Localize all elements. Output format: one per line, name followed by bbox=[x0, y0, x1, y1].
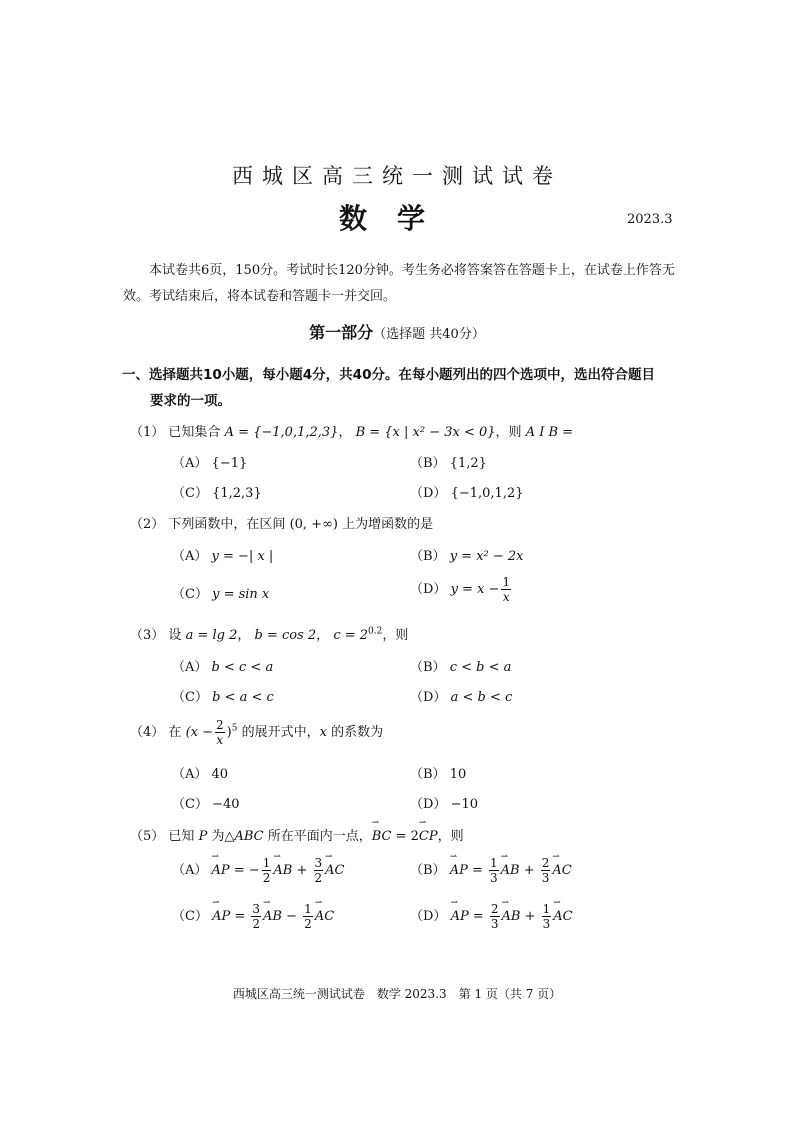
option-a[interactable] bbox=[172, 545, 273, 564]
option-label: （B） bbox=[410, 549, 446, 564]
vector-ab: ⇀ AB bbox=[273, 863, 292, 878]
expr-b: b = cos 2 bbox=[254, 628, 317, 643]
fraction bbox=[314, 856, 324, 885]
numerator: 1 bbox=[502, 575, 511, 589]
option-text: b < c < a bbox=[211, 660, 274, 675]
operator: − bbox=[282, 909, 302, 924]
option-a[interactable] bbox=[172, 763, 228, 782]
vector-ac: ⇀ AC bbox=[325, 863, 344, 878]
option-label: （B） bbox=[410, 767, 446, 782]
part-title: 第一部分 bbox=[309, 323, 374, 342]
equals: = − bbox=[229, 863, 260, 878]
denominator: 2 bbox=[262, 871, 271, 885]
part-note: （选择题 共40分） bbox=[373, 327, 485, 342]
stem-eq: = 2 bbox=[391, 829, 419, 844]
fraction bbox=[489, 856, 499, 885]
operator: + bbox=[519, 863, 539, 878]
option-text: {1,2,3} bbox=[212, 486, 262, 501]
option-text: y = −| x | bbox=[211, 549, 274, 564]
option-text: a < b < c bbox=[450, 690, 513, 705]
option-label: （D） bbox=[410, 690, 447, 705]
denominator: x bbox=[502, 590, 510, 604]
option-c[interactable] bbox=[172, 686, 274, 705]
stem-text: 设 bbox=[168, 628, 186, 643]
denominator: 3 bbox=[542, 917, 551, 931]
exam-title: 西城区高三统一测试试卷 bbox=[232, 164, 562, 188]
option-b[interactable] bbox=[410, 545, 524, 564]
option-text: y = sin x bbox=[212, 587, 270, 602]
stem-text: 上为增函数的是 bbox=[337, 517, 434, 532]
vector-ap: ⇀ AP bbox=[212, 863, 230, 878]
question-5-stem bbox=[130, 825, 464, 844]
vector-bc: ⇀ BC bbox=[372, 829, 392, 844]
equals: = bbox=[230, 909, 250, 924]
point-p: P bbox=[198, 829, 208, 844]
denominator: 2 bbox=[314, 871, 323, 885]
binomial-close: ) bbox=[226, 725, 232, 740]
numerator: 1 bbox=[262, 856, 271, 870]
option-label: （D） bbox=[410, 582, 447, 597]
vector-cp: ⇀ CP bbox=[419, 829, 438, 844]
option-label: （C） bbox=[172, 797, 208, 812]
numerator: 3 bbox=[314, 856, 323, 870]
vector-ap: ⇀ AP bbox=[451, 909, 469, 924]
option-d[interactable] bbox=[410, 902, 573, 931]
fraction bbox=[541, 856, 551, 885]
option-text: {−1,0,1,2} bbox=[450, 486, 524, 501]
numerator: 3 bbox=[252, 902, 261, 916]
exam-date: 2023.3 bbox=[627, 212, 673, 227]
option-a[interactable] bbox=[172, 656, 273, 675]
numerator: 2 bbox=[490, 902, 499, 916]
option-text: 10 bbox=[449, 767, 467, 782]
instructions: 本试卷共6页，150分。考试时长120分钟。考生务必将答案答在答题卡上，在试卷上作答无效。考试结束后，将本试卷和答题卡一并交回。 bbox=[123, 263, 675, 304]
denominator: 3 bbox=[490, 917, 499, 931]
stem-text: 在 bbox=[168, 725, 186, 740]
equals: = bbox=[467, 863, 488, 878]
question-number: （3） bbox=[130, 628, 165, 643]
question-number: （5） bbox=[130, 829, 165, 844]
option-d[interactable] bbox=[410, 482, 524, 501]
numerator: 1 bbox=[490, 856, 498, 870]
fraction bbox=[262, 856, 272, 885]
question-3-stem bbox=[130, 624, 408, 643]
question-1-stem bbox=[130, 421, 573, 440]
fraction bbox=[490, 902, 500, 931]
set-b: B = {x | x² − 3x < 0} bbox=[355, 425, 496, 440]
denominator: x bbox=[216, 733, 224, 747]
stem-text: 的系数为 bbox=[326, 725, 384, 740]
option-label: （D） bbox=[410, 797, 447, 812]
fraction bbox=[251, 902, 261, 931]
option-text: {−1} bbox=[211, 456, 248, 471]
option-d[interactable] bbox=[410, 793, 478, 812]
option-a[interactable] bbox=[172, 856, 344, 885]
fraction bbox=[501, 575, 511, 604]
option-label: （A） bbox=[172, 456, 208, 471]
option-label: （B） bbox=[410, 456, 446, 471]
option-c[interactable] bbox=[172, 902, 334, 931]
operator: + bbox=[292, 863, 312, 878]
option-c[interactable] bbox=[172, 793, 240, 812]
section-instructions-line1: 一、选择题共10小题，每小题4分，共40分。在每小题列出的四个选项中，选出符合题目 bbox=[122, 367, 655, 383]
exponent: 0.2 bbox=[368, 626, 383, 637]
stem-text: 下列函数中，在区间 bbox=[168, 517, 290, 532]
page-footer: 西城区高三统一测试试卷 数学 2023.3 第 1 页（共 7 页） bbox=[232, 987, 562, 1001]
question-number: （2） bbox=[130, 517, 165, 532]
option-text: b < a < c bbox=[212, 690, 274, 705]
option-d[interactable] bbox=[410, 575, 513, 604]
option-d[interactable] bbox=[410, 686, 512, 705]
option-label: （D） bbox=[410, 486, 447, 501]
stem-text: ，则 bbox=[437, 829, 464, 844]
denominator: 2 bbox=[252, 917, 261, 931]
vector-ab: ⇀ AB bbox=[263, 909, 282, 924]
exponent: 5 bbox=[231, 723, 238, 734]
vector-ap: ⇀ AP bbox=[450, 863, 468, 878]
numerator: 1 bbox=[304, 902, 312, 916]
expr-a: a = lg 2 bbox=[185, 628, 238, 643]
stem-sep: ， bbox=[237, 628, 255, 643]
numerator: 1 bbox=[542, 902, 551, 916]
expr-c: c = 2 bbox=[333, 628, 369, 643]
vector-ac: ⇀ AC bbox=[552, 863, 571, 878]
fraction bbox=[542, 902, 552, 931]
stem-sep: ， bbox=[316, 628, 334, 643]
option-text: −40 bbox=[212, 797, 240, 812]
section-instructions-line2: 要求的一项。 bbox=[150, 393, 231, 409]
stem-text: 为△ bbox=[207, 829, 235, 844]
fraction bbox=[215, 718, 225, 747]
fraction bbox=[303, 902, 313, 931]
option-text: 40 bbox=[211, 767, 229, 782]
option-label: （B） bbox=[410, 863, 446, 878]
vector-ac: ⇀ AC bbox=[553, 909, 572, 924]
equals: = bbox=[468, 909, 488, 924]
option-a[interactable] bbox=[172, 452, 247, 471]
stem-text: 已知集合 bbox=[168, 425, 225, 440]
option-b[interactable] bbox=[410, 856, 572, 885]
stem-expression: A I B = bbox=[525, 425, 574, 440]
variable: x bbox=[319, 725, 327, 740]
option-label: （B） bbox=[410, 660, 446, 675]
stem-text: ，则 bbox=[495, 425, 526, 440]
denominator: 3 bbox=[490, 871, 498, 885]
question-4-stem bbox=[130, 718, 383, 747]
option-c[interactable] bbox=[172, 583, 269, 602]
part-heading bbox=[0, 320, 794, 343]
option-label: （C） bbox=[172, 690, 208, 705]
vector-ap: ⇀ AP bbox=[212, 909, 230, 924]
option-text: −10 bbox=[450, 797, 479, 812]
stem-sep: ， bbox=[338, 425, 356, 440]
option-text: c < b < a bbox=[449, 660, 512, 675]
numerator: 2 bbox=[216, 718, 224, 732]
triangle-abc: ABC bbox=[234, 829, 264, 844]
option-label: （C） bbox=[172, 486, 208, 501]
subject-title: 数学 bbox=[338, 202, 455, 235]
option-label: （A） bbox=[172, 863, 208, 878]
stem-text: 已知 bbox=[168, 829, 199, 844]
option-b[interactable] bbox=[410, 656, 511, 675]
option-label: （A） bbox=[172, 660, 208, 675]
option-label: （D） bbox=[410, 909, 447, 924]
question-number: （4） bbox=[130, 725, 165, 740]
option-b[interactable] bbox=[410, 452, 487, 471]
question-number: （1） bbox=[130, 425, 165, 440]
question-2-stem bbox=[130, 513, 433, 532]
option-label: （C） bbox=[172, 587, 208, 602]
vector-ac: ⇀ AC bbox=[315, 909, 334, 924]
option-b[interactable] bbox=[410, 763, 466, 782]
vector-ab: ⇀ AB bbox=[501, 863, 520, 878]
operator: + bbox=[520, 909, 540, 924]
set-a: A = {−1,0,1,2,3} bbox=[224, 425, 339, 440]
option-text: y = x² − 2x bbox=[449, 549, 524, 564]
stem-text: 的展开式中， bbox=[237, 725, 320, 740]
denominator: 3 bbox=[541, 871, 550, 885]
option-label: （C） bbox=[172, 909, 208, 924]
denominator: 2 bbox=[304, 917, 312, 931]
option-label: （A） bbox=[172, 549, 208, 564]
stem-text: ，则 bbox=[382, 628, 409, 643]
numerator: 2 bbox=[541, 856, 550, 870]
interval: (0, +∞) bbox=[289, 517, 338, 532]
option-text: y = x − bbox=[450, 582, 500, 597]
option-label: （A） bbox=[172, 767, 208, 782]
stem-text: 所在平面内一点， bbox=[263, 829, 372, 844]
option-c[interactable] bbox=[172, 482, 262, 501]
vector-ab: ⇀ AB bbox=[502, 909, 521, 924]
binomial-open: (x − bbox=[185, 725, 213, 740]
option-text: {1,2} bbox=[449, 456, 487, 471]
